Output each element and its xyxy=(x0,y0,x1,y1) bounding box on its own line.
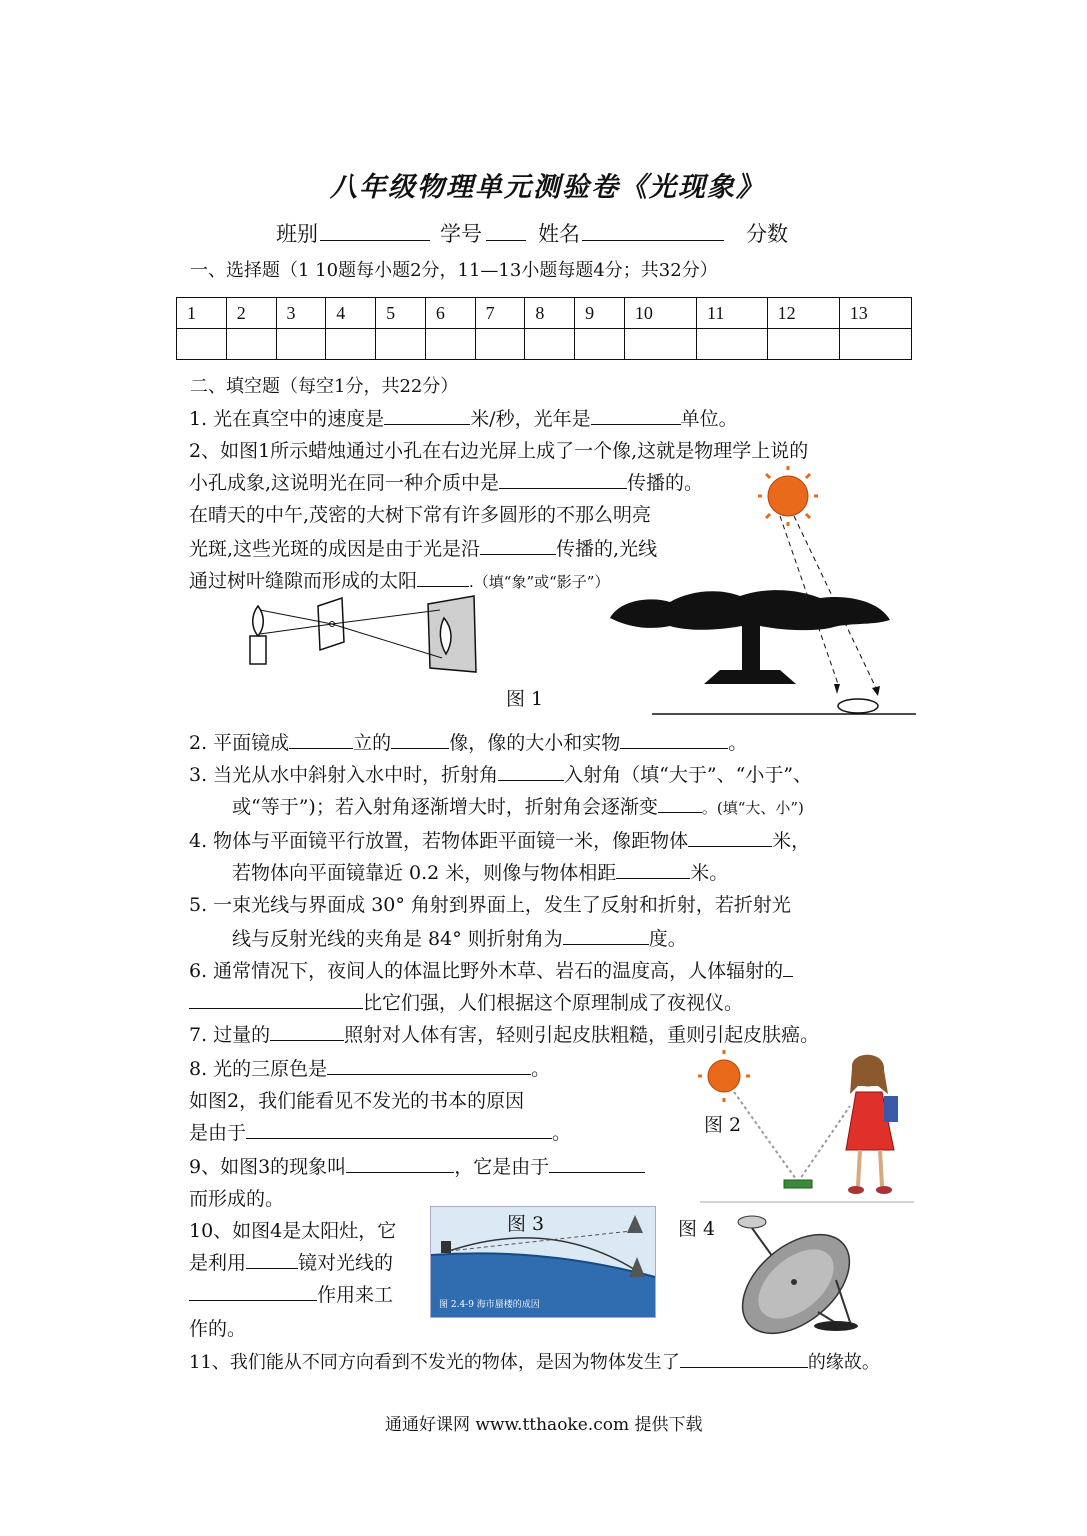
figure-3-caption: 图 2.4-9 海市蜃楼的成因 xyxy=(439,1300,540,1310)
answer-col-header: 12 xyxy=(767,298,839,329)
question-3 xyxy=(189,728,747,755)
footer-text: 通通好课网 www.tthaoke.com 提供下载 xyxy=(385,1415,703,1435)
question-2-line-1: 2、如图1所示蜡烛通过小孔在右边光屏上成了一个像,这就是物理学上说的 xyxy=(189,440,809,462)
figure-2-label: 图 2 xyxy=(704,1114,742,1136)
question-text: 像，像的大小和实物 xyxy=(449,732,621,754)
answer-cell[interactable] xyxy=(376,329,426,360)
question-5-line-1 xyxy=(189,826,810,853)
answer-blank[interactable] xyxy=(327,1056,531,1075)
answer-cell[interactable] xyxy=(177,329,227,360)
answer-blank[interactable] xyxy=(591,406,681,425)
answer-cell[interactable] xyxy=(425,329,475,360)
question-7-line-2 xyxy=(189,988,743,1015)
answer-col-header: 5 xyxy=(376,298,426,329)
answer-table-header-row xyxy=(177,298,912,329)
question-2-line-3: 在晴天的中午,茂密的大树下常有许多圆形的不那么明亮 xyxy=(189,504,652,526)
answer-blank[interactable] xyxy=(289,730,353,749)
question-text: 照射对人体有害，轻则引起皮肤粗糙，重则引起皮肤癌。 xyxy=(344,1024,820,1046)
answer-blank[interactable] xyxy=(620,730,728,749)
question-text: 传播的。 xyxy=(627,472,704,494)
answer-cell[interactable] xyxy=(276,329,326,360)
answer-blank[interactable] xyxy=(391,730,449,749)
question-1 xyxy=(189,404,738,431)
answer-blank[interactable] xyxy=(498,762,564,781)
answer-cell[interactable] xyxy=(226,329,276,360)
question-6-line-2 xyxy=(232,924,687,951)
answer-cell[interactable] xyxy=(575,329,625,360)
answer-cell[interactable] xyxy=(475,329,525,360)
question-12 xyxy=(189,1348,880,1374)
question-text: 是由于 xyxy=(189,1122,247,1144)
question-11-line-4: 作的。 xyxy=(189,1318,247,1340)
question-9-line-1 xyxy=(189,1054,550,1081)
class-label: 班别 xyxy=(276,222,318,246)
question-text: 3. 当光从水中斜射入水中时，折射角 xyxy=(189,764,499,786)
question-text: 光斑,这些光斑的成因是由于光是沿 xyxy=(189,538,481,560)
answer-blank[interactable] xyxy=(658,794,702,813)
question-11-line-2 xyxy=(189,1248,393,1275)
answer-blank[interactable] xyxy=(384,406,470,425)
pinhole-diagram xyxy=(244,596,484,676)
question-text: 1. 光在真空中的速度是 xyxy=(189,408,385,430)
figure-1-label: 图 1 xyxy=(506,688,544,710)
answer-blank[interactable] xyxy=(680,1349,808,1368)
question-text: 。 xyxy=(552,1122,572,1144)
question-5-line-2 xyxy=(232,858,728,885)
answer-blank[interactable] xyxy=(616,860,690,879)
answer-blank[interactable] xyxy=(189,1282,317,1301)
name-blank[interactable] xyxy=(582,222,724,241)
question-text: 4. 物体与平面镜平行放置，若物体距平面镜一米，像距物体 xyxy=(189,830,689,852)
score-label: 分数 xyxy=(746,222,788,246)
question-8 xyxy=(189,1020,819,1047)
question-text: 或“等于”)；若入射角逐渐增大时，折射角会逐渐变 xyxy=(232,796,658,818)
question-11-line-3 xyxy=(189,1280,393,1307)
question-2-line-4 xyxy=(189,534,657,561)
answer-col-header: 13 xyxy=(839,298,911,329)
answer-blank[interactable] xyxy=(246,1250,298,1269)
tree-sun-illustration xyxy=(610,470,920,718)
answer-col-header: 10 xyxy=(624,298,696,329)
question-text: 的缘故。 xyxy=(807,1352,880,1373)
answer-col-header: 11 xyxy=(697,298,768,329)
answer-col-header: 6 xyxy=(425,298,475,329)
question-4-line-2 xyxy=(232,792,804,819)
question-text: 比它们强，人们根据这个原理制成了夜视仪。 xyxy=(363,992,744,1014)
solar-cooker-illustration xyxy=(726,1210,862,1332)
question-text: 6. 通常情况下，夜间人的体温比野外木草、岩石的温度高，人体辐射的 xyxy=(189,960,784,982)
question-10-line-2: 而形成的。 xyxy=(189,1188,285,1210)
answer-blank[interactable] xyxy=(563,926,649,945)
answer-blank[interactable] xyxy=(246,1120,552,1139)
answer-cell[interactable] xyxy=(326,329,376,360)
question-text: 若物体向平面镜靠近 0.2 米，则像与物体相距 xyxy=(232,862,617,884)
question-text: 作用来工 xyxy=(317,1284,394,1306)
question-text: 米/秒，光年是 xyxy=(470,408,591,430)
question-text: 。 xyxy=(728,732,748,754)
answer-table-input-row xyxy=(177,329,912,360)
answer-cell[interactable] xyxy=(697,329,768,360)
answer-blank[interactable] xyxy=(480,536,556,555)
answer-cell[interactable] xyxy=(767,329,839,360)
answer-blank[interactable] xyxy=(270,1022,344,1041)
answer-col-header: 7 xyxy=(475,298,525,329)
answer-col-header: 1 xyxy=(177,298,227,329)
answer-blank[interactable] xyxy=(189,990,363,1009)
figure-3-label: 图 3 xyxy=(507,1213,545,1235)
answer-blank[interactable] xyxy=(783,958,793,977)
answer-blank[interactable] xyxy=(417,568,469,587)
answer-cell[interactable] xyxy=(624,329,696,360)
question-text: 单位。 xyxy=(680,408,738,430)
question-text: 米， xyxy=(772,830,811,852)
question-text: 9、如图3的现象叫 xyxy=(189,1156,347,1178)
answer-blank[interactable] xyxy=(346,1154,454,1173)
page-title: 八年级物理单元测验卷《光现象》 xyxy=(330,172,765,203)
question-text: 通过树叶缝隙而形成的太阳 xyxy=(189,570,418,592)
answer-blank[interactable] xyxy=(499,470,627,489)
question-text: 立的 xyxy=(353,732,392,754)
question-hint: .（填“象”或“影子”） xyxy=(469,573,610,591)
question-7-line-1 xyxy=(189,956,793,983)
question-text: 是利用 xyxy=(189,1252,247,1274)
question-text: 。 xyxy=(531,1058,551,1080)
answer-col-header: 8 xyxy=(525,298,575,329)
question-text: 11、我们能从不同方向看到不发光的物体，是因为物体发生了 xyxy=(189,1352,680,1373)
id-blank[interactable] xyxy=(486,222,526,241)
question-4-line-1 xyxy=(189,760,812,787)
question-9-line-2: 如图2，我们能看见不发光的书本的原因 xyxy=(189,1090,525,1112)
name-label: 姓名 xyxy=(538,222,580,246)
mirage-figure xyxy=(430,1206,656,1318)
answer-col-header: 3 xyxy=(276,298,326,329)
answer-table xyxy=(176,297,912,360)
question-2-line-5 xyxy=(189,566,609,593)
question-text: 7. 过量的 xyxy=(189,1024,271,1046)
id-label: 学号 xyxy=(440,222,482,246)
question-9-line-3 xyxy=(189,1118,571,1145)
question-text: 小孔成象,这说明光在同一种介质中是 xyxy=(189,472,500,494)
question-text: 米。 xyxy=(690,862,729,884)
question-text: ，它是由于 xyxy=(454,1156,550,1178)
question-6-line-1: 5. 一束光线与界面成 30° 角射到界面上，发生了反射和折射，若折射光 xyxy=(189,894,791,916)
class-blank[interactable] xyxy=(320,222,430,241)
question-text: 8. 光的三原色是 xyxy=(189,1058,328,1080)
question-11-line-1: 10、如图4是太阳灶，它 xyxy=(189,1220,397,1242)
question-text: 镜对光线的 xyxy=(298,1252,394,1274)
question-text: 入射角（填“大于”、“小于”、 xyxy=(564,764,813,786)
answer-cell[interactable] xyxy=(525,329,575,360)
answer-blank[interactable] xyxy=(549,1154,645,1173)
answer-blank[interactable] xyxy=(688,828,772,847)
section1-heading: 一、选择题（1 10题每小题2分，11—13小题每题4分；共32分） xyxy=(190,260,718,281)
answer-col-header: 2 xyxy=(226,298,276,329)
answer-col-header: 4 xyxy=(326,298,376,329)
question-text: 2. 平面镜成 xyxy=(189,732,290,754)
section2-heading: 二、填空题（每空1分，共22分） xyxy=(190,376,459,397)
answer-col-header: 9 xyxy=(575,298,625,329)
figure-4-label: 图 4 xyxy=(678,1218,716,1240)
question-text: 传播的,光线 xyxy=(556,538,658,560)
question-text: 线与反射光线的夹角是 84° 则折射角为 xyxy=(232,928,563,950)
question-hint: 。(填“大、小”) xyxy=(701,799,804,817)
question-10-line-1 xyxy=(189,1152,645,1179)
question-text: 度。 xyxy=(648,928,687,950)
answer-cell[interactable] xyxy=(839,329,911,360)
